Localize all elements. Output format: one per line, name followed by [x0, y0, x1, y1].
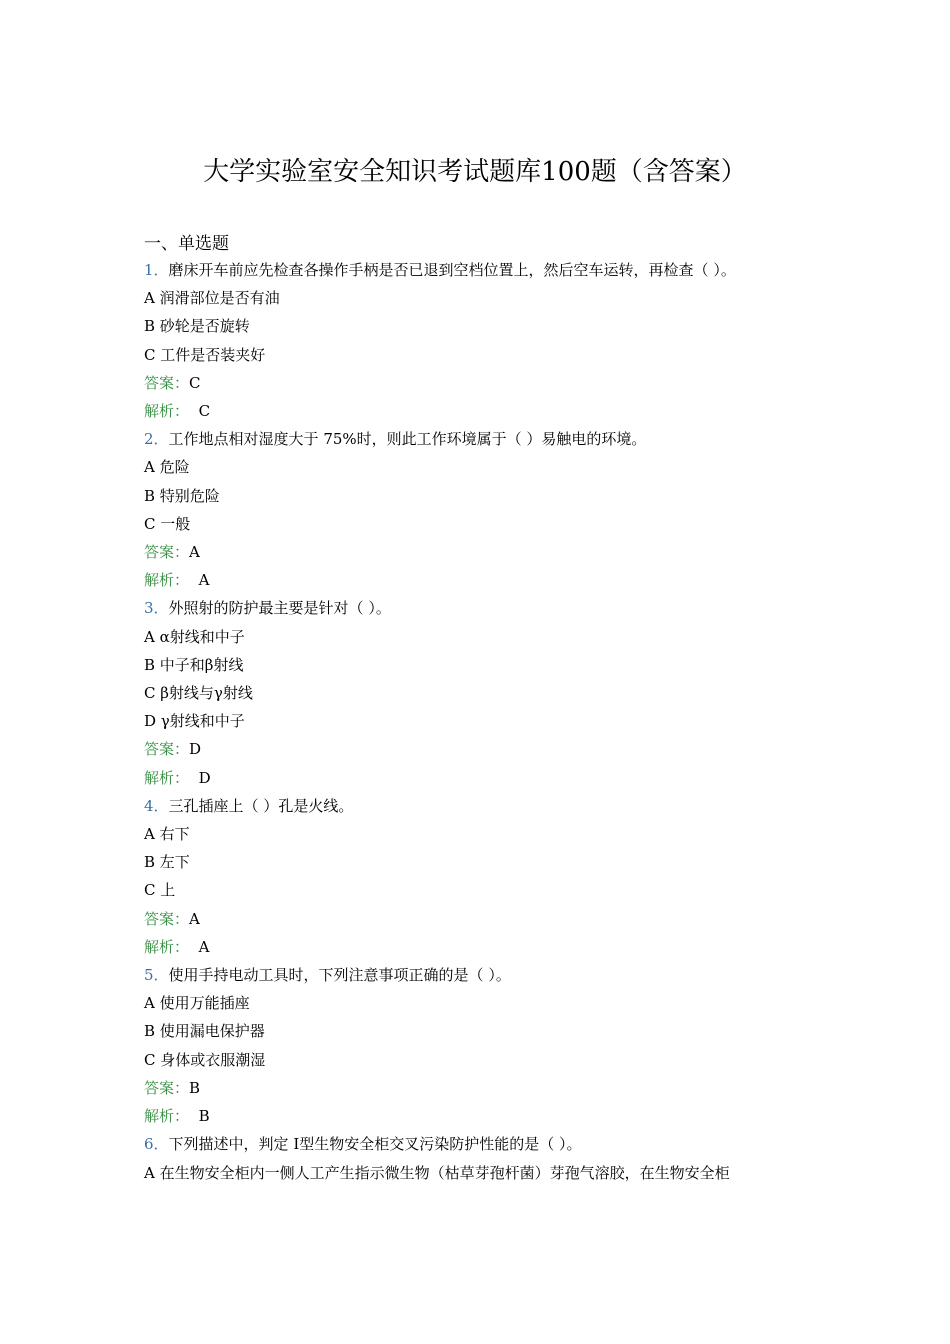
question-text: 外照射的防护最主要是针对（ ）。	[168, 599, 391, 618]
option: A 危险	[144, 458, 190, 477]
answer-label: 答案：	[144, 909, 190, 928]
option: B 砂轮是否旋转	[144, 317, 250, 336]
analysis-label: 解析：	[144, 768, 190, 787]
question-number: 3．	[144, 599, 169, 618]
answer-line	[144, 369, 810, 397]
analysis-line	[144, 566, 810, 594]
answer-value: B	[189, 1078, 201, 1097]
answer-label: 答案：	[144, 1078, 190, 1097]
option: A 使用万能插座	[144, 994, 250, 1013]
answer-value: D	[189, 740, 202, 759]
question-text: 下列描述中，判定 I型生物安全柜交叉污染防护性能的是（ ）。	[168, 1135, 582, 1154]
answer-value: A	[189, 543, 200, 562]
question-number: 6．	[144, 1135, 169, 1154]
analysis-line	[144, 933, 810, 961]
question-number: 2．	[144, 430, 169, 449]
answer-line	[144, 905, 810, 933]
option: B 使用漏电保护器	[144, 1022, 265, 1041]
analysis-line	[144, 764, 810, 792]
analysis-value: A	[198, 937, 210, 956]
answer-value: C	[189, 373, 201, 392]
question-number: 5．	[144, 966, 169, 985]
question-1	[144, 256, 810, 284]
option: A 在生物安全柜内一侧人工产生指示微生物（枯草芽孢杆菌）芽孢气溶胶，在生物安全柜	[144, 1163, 730, 1182]
option: C β射线与γ射线	[144, 684, 253, 703]
question-3	[144, 594, 810, 622]
option: D γ射线和中子	[144, 712, 245, 731]
option: B 中子和β射线	[144, 655, 244, 674]
question-text: 工作地点相对湿度大于 75%时，则此工作环境属于（ ）易触电的环境。	[168, 430, 647, 449]
analysis-value: C	[198, 402, 211, 421]
analysis-value: D	[198, 768, 211, 787]
answer-value: A	[189, 909, 200, 928]
analysis-line	[144, 397, 810, 425]
option: C 一般	[144, 514, 191, 533]
answer-label: 答案：	[144, 543, 190, 562]
question-number: 4．	[144, 796, 169, 815]
option: C 身体或衣服潮湿	[144, 1050, 266, 1069]
document-content	[144, 232, 810, 1187]
analysis-value: B	[198, 1107, 210, 1126]
question-text: 磨床开车前应先检查各操作手柄是否已退到空档位置上，然后空车运转，再检查（ ）。	[168, 261, 736, 279]
question-text: 三孔插座上（ ）孔是火线。	[168, 796, 354, 815]
section-heading: 一、单选题	[144, 234, 229, 254]
question-text: 使用手持电动工具时，下列注意事项正确的是（ ）。	[168, 966, 511, 985]
answer-label: 答案：	[144, 373, 190, 392]
option: A 润滑部位是否有油	[144, 289, 280, 308]
question-5	[144, 961, 810, 989]
question-number: 1．	[144, 261, 169, 279]
option: C 上	[144, 881, 176, 900]
question-6	[144, 1130, 810, 1158]
question-2	[144, 425, 810, 453]
option: B 特别危险	[144, 486, 220, 505]
analysis-label: 解析：	[144, 402, 190, 421]
analysis-label: 解析：	[144, 1107, 190, 1126]
answer-line	[144, 735, 810, 763]
analysis-label: 解析：	[144, 937, 190, 956]
option: C 工件是否装夹好	[144, 345, 266, 364]
answer-line	[144, 538, 810, 566]
question-4	[144, 792, 810, 820]
answer-label: 答案：	[144, 740, 190, 759]
option: A α射线和中子	[144, 627, 245, 646]
document-title: 大学实验室安全知识考试题库100题（含答案）	[203, 157, 747, 187]
analysis-label: 解析：	[144, 571, 190, 590]
analysis-line	[144, 1102, 810, 1130]
option: B 左下	[144, 853, 190, 872]
option: A 右下	[144, 825, 190, 844]
answer-line	[144, 1074, 810, 1102]
analysis-value: A	[198, 571, 210, 590]
